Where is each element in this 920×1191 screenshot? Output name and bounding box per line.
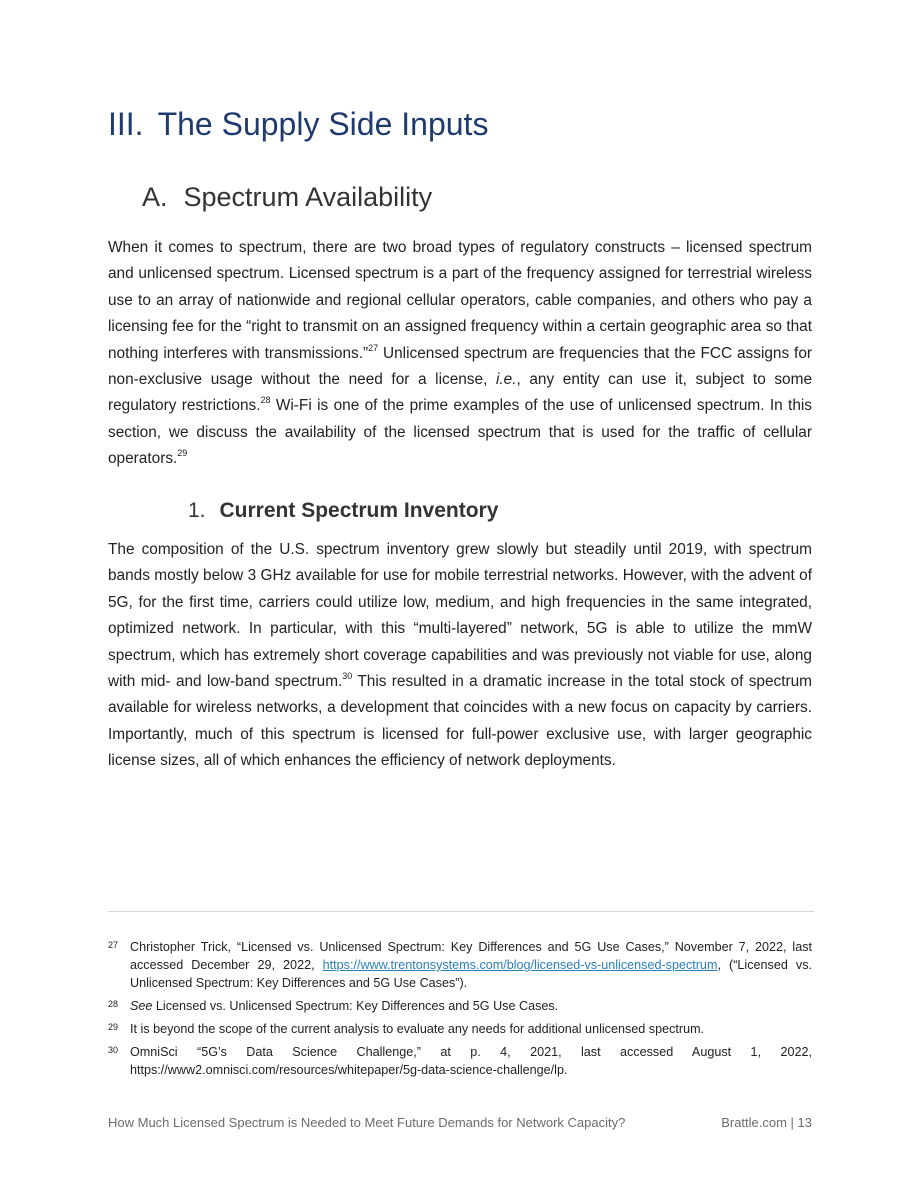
- footnote-30: [108, 1043, 812, 1079]
- footnote-text: It is beyond the scope of the current analysis to evaluate any needs for additional unlicensed spectrum.: [130, 1022, 705, 1036]
- footnote-link[interactable]: https://www.trentonsystems.com/blog/licensed-vs-unlicensed-spectrum: [322, 958, 718, 972]
- subsubsection-heading: [188, 499, 498, 523]
- footnote-text: Christopher Trick, “Licensed vs. Unlicensed Spectrum: Key Differences and 5G Use Cases,” November 7, 2022, last accessed December 29, 2022,: [130, 940, 812, 972]
- footnote-divider: [108, 911, 814, 912]
- footnote-ref-28[interactable]: 28: [260, 395, 271, 406]
- footnote-ref-29[interactable]: 29: [177, 448, 188, 459]
- footnote-29: [108, 1020, 812, 1038]
- paragraph-spectrum-inventory: [108, 537, 812, 775]
- footnote-ref-30[interactable]: 30: [342, 670, 353, 681]
- footnotes: [108, 938, 812, 1084]
- subsection-heading: [142, 182, 432, 213]
- section-heading: [108, 106, 488, 143]
- footnote-number: 28: [108, 999, 119, 1009]
- footnote-27: [108, 938, 812, 992]
- footnote-see: See: [130, 999, 153, 1013]
- subsection-title: Spectrum Availability: [183, 182, 433, 212]
- para2-text-1: The composition of the U.S. spectrum inventory grew slowly but steadily until 2019, with spectrum bands mostly below 3 GHz available for use for mobile terrestrial networks. However, with the advent of 5G, for the first time, carriers could utilize low, medium, and high frequencies in the same integrated, optimized network. In particular, with this “multi-layered” network, 5G is able to utilize the mmW spectrum, which has extremely short coverage capabilities and was previously not viable for use, along with mid- and low-band spectrum.: [108, 541, 812, 691]
- subsection-letter: A.: [142, 182, 168, 212]
- subsubsection-number: 1.: [188, 499, 206, 522]
- footnote-number: 30: [108, 1045, 119, 1055]
- para1-text-4: Wi-Fi is one of the prime examples of the use of unlicensed spectrum. In this section, we discuss the availability of the licensed spectrum that is used for the traffic of cellular operators.: [108, 397, 812, 468]
- footnote-ref-27[interactable]: 27: [368, 342, 379, 353]
- para1-text-1: When it comes to spectrum, there are two broad types of regulatory constructs – licensed spectrum and unlicensed spectrum. Licensed spectrum is a part of the frequency assigned for terrestrial wireless use to an array of nationwide and regional cellular operators, cable companies, and others who pay a licensing fee for the “right to transmit on an assigned frequency within a certain geographic area so that nothing interferes with transmissions.”: [108, 239, 812, 362]
- footnote-28: [108, 997, 812, 1015]
- para1-ie: i.e.: [495, 371, 517, 389]
- footnote-text: , (“Licensed vs. Unlicensed Spectrum: Key Differences and 5G Use Cases”).: [130, 958, 812, 990]
- footnote-number: 27: [108, 940, 119, 950]
- para1-text-3: , any entity can use it, subject to some regulatory restrictions.: [108, 371, 812, 415]
- footer-site-page-number: Brattle.com | 13: [721, 1115, 812, 1130]
- paragraph-licensed-unlicensed: [108, 235, 812, 473]
- subsubsection-title: Current Spectrum Inventory: [219, 499, 499, 522]
- section-title: The Supply Side Inputs: [157, 106, 489, 142]
- footer-report-title: How Much Licensed Spectrum is Needed to Meet Future Demands for Network Capacity?: [108, 1115, 626, 1130]
- para2-text-2: This resulted in a dramatic increase in the total stock of spectrum available for wireless networks, a development that coincides with a new focus on capacity by carriers. Importantly, much of this spectrum is licensed for full-power exclusive use, with larger geographic license sizes, all of which enhances the efficiency of network deployments.: [108, 673, 812, 770]
- para1-text-2: Unlicensed spectrum are frequencies that the FCC assigns for non-exclusive usage without the need for a license,: [108, 344, 813, 389]
- footnote-text: OmniSci “5G’s Data Science Challenge,” at p. 4, 2021, last accessed August 1, 2022, https://www2.omnisci.com/resources/whitepaper/5g-data-science-challenge/lp.: [130, 1045, 812, 1077]
- footnote-text: Licensed vs. Unlicensed Spectrum: Key Differences and 5G Use Cases.: [152, 999, 559, 1013]
- section-number: III.: [108, 106, 144, 142]
- footnote-number: 29: [108, 1022, 119, 1032]
